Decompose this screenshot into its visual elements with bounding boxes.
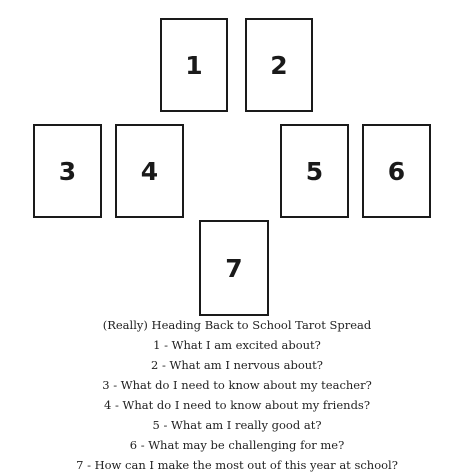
- tarot-card-7: [199, 220, 269, 316]
- card-number: 3: [58, 156, 77, 186]
- spread-question-3: 3 - What do I need to know about my teacher?: [102, 378, 372, 392]
- tarot-card-2: [245, 18, 313, 112]
- card-number: 4: [140, 156, 159, 186]
- card-number: 6: [387, 156, 406, 186]
- spread-question-4: 4 - What do I need to know about my friends?: [104, 398, 370, 412]
- spread-question-1: 1 - What I am excited about?: [153, 338, 321, 352]
- tarot-card-3: [33, 124, 102, 218]
- spread-question-2: 2 - What am I nervous about?: [151, 358, 323, 372]
- tarot-card-1: [160, 18, 228, 112]
- card-number: 2: [270, 50, 288, 80]
- spread-question-5: 5 - What am I really good at?: [152, 418, 322, 432]
- spread-question-7: 7 - How can I make the most out of this year at school?: [76, 458, 398, 472]
- spread-title: (Really) Heading Back to School Tarot Spread: [102, 318, 372, 332]
- tarot-card-4: [115, 124, 184, 218]
- tarot-card-5: [280, 124, 349, 218]
- card-number: 5: [305, 156, 324, 186]
- card-number: 1: [185, 50, 203, 80]
- card-number: 7: [225, 253, 243, 283]
- tarot-card-6: [362, 124, 431, 218]
- spread-question-6: 6 - What may be challenging for me?: [129, 438, 345, 452]
